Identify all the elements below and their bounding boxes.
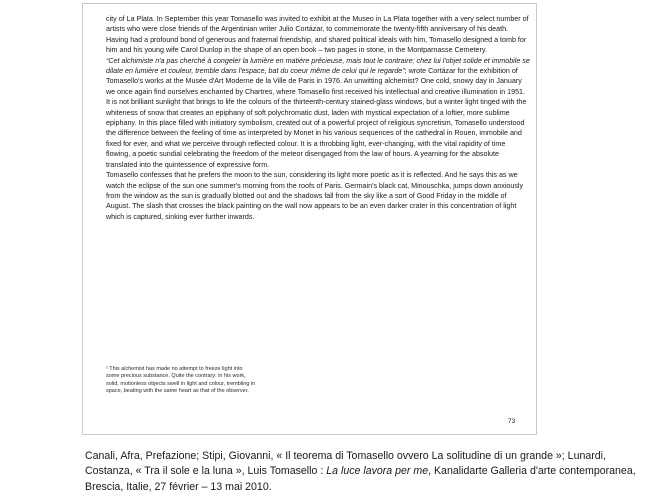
caption-authors: Canali, Afra, Prefazione; Stipi, Giovanni, « Il teorema di Tomasello ovvero La solitudine di un grande »; Lunardi, Costanza, « Tra il sole e la luna », Luis Tomasello : [85,450,606,478]
book-page [82,3,537,435]
page-number: 73 [508,418,516,425]
caption-title: La luce lavora per me [326,465,429,478]
paragraph-3: Tomasello confesses that he prefers the moon to the sun, considering its light more poetic as it is reflected. And he says this as we watch the eclipse of the sun one summer's morning from the roofs of Paris. Germain's black cat, Minouschka, jumps down anxiously from the window as the sun is gradually blotted out and the shadows fall from the sky like a sort of Good Friday in the middle of August. The slash that crosses the black painting on the wall now appears to be an even darker crater in this concentration of light which is captured, sinking ever further inwards. [106,171,524,221]
paragraph-quote [106,56,530,170]
caption-publisher: , Kanalidarte Galleria d'arte contemporanea, Brescia, Italie, 27 février – 13 mai 2010. [85,465,636,493]
bibliographic-caption [85,449,645,495]
paragraph-2: ; wrote Cortázar for the exhibition of Tomasello's works at the Musée d'Art Moderne de la Ville de Paris in 1976. An unwitting alchemist? One cold, snowy day in January we once again find ourselves enchanted by Chartres, where Tomasello first received his intellectual and creative illumination in 1951. It is not brilliant sunlight that brings to life the colours of the thirteenth-century stained-glass windows, but a winter light tinged with the whiteness of snow that creates an epiphany of soft polychromatic dust, laden with mystical expectation of a loftier, more sublime epiphany. In this place filled with initiatory symbolism, created out of a powerful project of religious syncretism, Tomasello understood the difference between the feeling of time as interpreted by Monet in his various sequences of the cathedral in Rouen, immobile and fixed for ever, and what we perceive through reflected colour. It is a throbbing light, ever-changing, with the vital rapidity of time flowing, a poetic sundial celebrating the freedom of the meteor disengaged from the law of hours. A yearning for the absolute translated into the quintessence of expressive form. [106,67,527,169]
body-text [106,14,530,222]
paragraph-1: city of La Plata. In September this year Tomasello was invited to exhibit at the Museo in La Plata together with a very select number of artists who were close friends of the Argentinian writer Julio Cortázar, to commemorate the twenty-fifth anniversary of his death. Having had a profound bond of generous and fraternal friendship, and shared political ideals with him, Tomasello designed a tomb for him and his young wife Carol Dunlop in the shape of an open book – two pages in stone, in the Montparnasse Cemetery. [106,15,529,55]
cortazar-quote: “Cet alchimiste n'a pas cherché à congeler la lumière en matière précieuse, mais tout le contraire: chez lui l'objet solide et immobile se dilate en lumière et couleur, tremble dans l'espace, bat du coeur même de celui qui le regarde” [106,56,530,76]
footnote: ¹ This alchemist has made no attempt to freeze light into some precious substance. Quite the contrary: in his work, solid, motionless objects swell in light and colour, trembling in space, beating with the same heart as that of the observer. [106,366,256,394]
